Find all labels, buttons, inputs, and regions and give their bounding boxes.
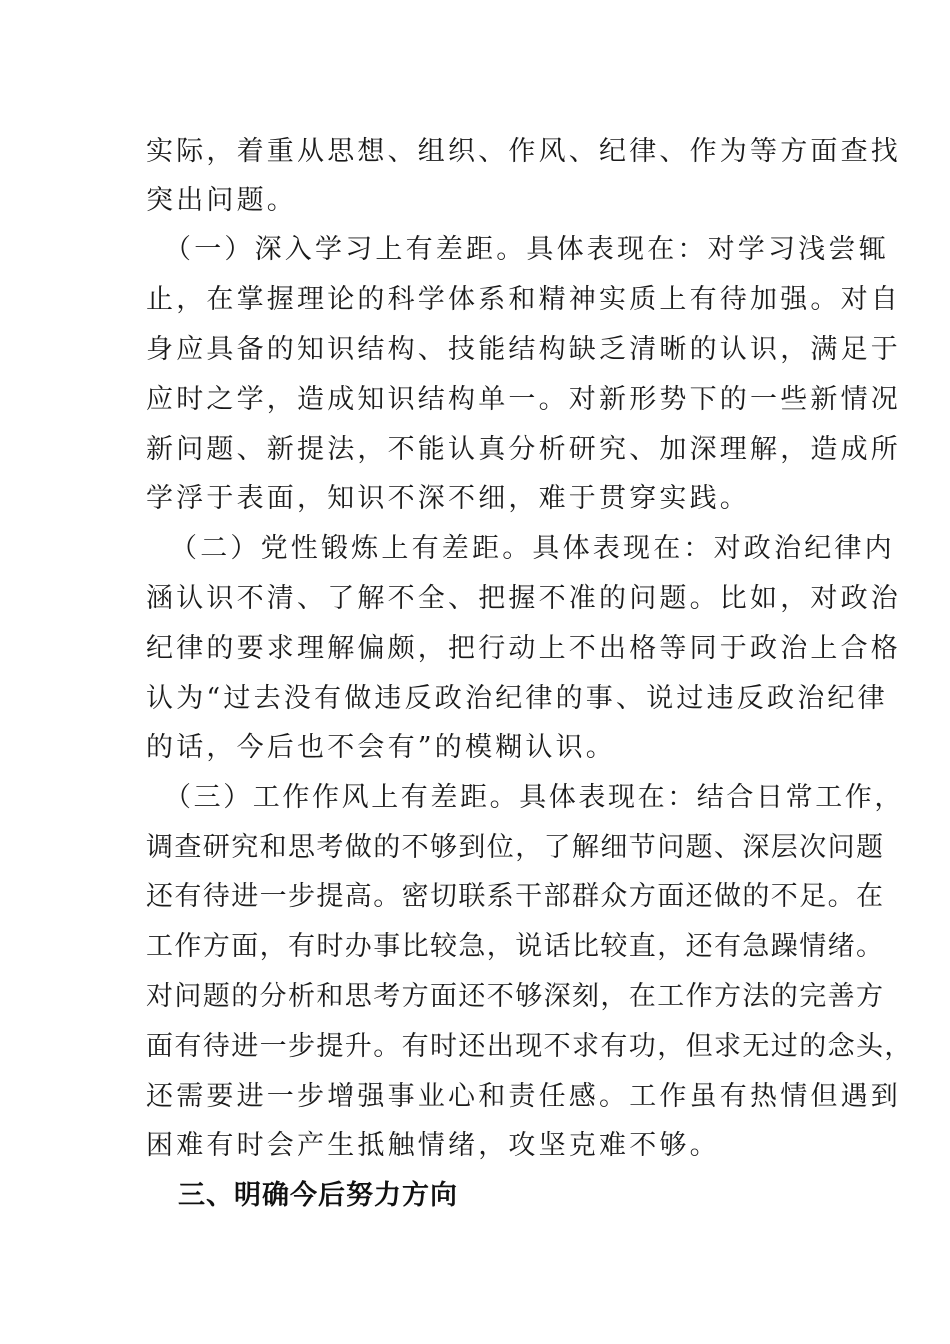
text-line: 新问题、新提法，不能认真分析研究、加深理解，造成所 bbox=[146, 434, 901, 465]
text-line: 纪律的要求理解偏颇，把行动上不出格等同于政治上合格 bbox=[146, 633, 901, 664]
paragraph-1-start: （一）深入学习上有差距。具体表现在：对学习浅尝辄 bbox=[164, 234, 889, 265]
text-line: 困难有时会产生抵触情绪，攻坚克难不够。 bbox=[146, 1130, 720, 1161]
section-heading: 三、明确今后努力方向 bbox=[178, 1180, 458, 1211]
text-line: 应时之学，造成知识结构单一。对新形势下的一些新情况 bbox=[146, 384, 901, 415]
paragraph-2-start: （二）党性锻炼上有差距。具体表现在：对政治纪律内 bbox=[170, 533, 895, 564]
text-line: 身应具备的知识结构、技能结构缺乏清晰的认识，满足于 bbox=[146, 334, 901, 365]
paragraph-3-start: （三）工作作风上有差距。具体表现在：结合日常工作， bbox=[164, 782, 904, 813]
text-line: 突出问题。 bbox=[146, 185, 297, 216]
text-line: 止，在掌握理论的科学体系和精神实质上有待加强。对自 bbox=[146, 284, 901, 315]
text-line: 学浮于表面，知识不深不细，难于贯穿实践。 bbox=[146, 483, 750, 514]
text-line: 认为“过去没有做违反政治纪律的事、说过违反政治纪律 bbox=[146, 683, 888, 714]
text-line: 实际，着重从思想、组织、作风、纪律、作为等方面查找 bbox=[146, 136, 901, 167]
text-line: 面有待进一步提升。有时还出现不求有功，但求无过的念头， bbox=[146, 1031, 913, 1062]
text-line: 调查研究和思考做的不够到位，了解细节问题、深层次问题 bbox=[146, 832, 885, 863]
text-line: 的话，今后也不会有”的模糊认识。 bbox=[146, 732, 617, 763]
text-line: 工作方面，有时办事比较急，说话比较直，还有急躁情绪。 bbox=[146, 931, 885, 962]
text-line: 还有待进一步提高。密切联系干部群众方面还做的不足。在 bbox=[146, 881, 885, 912]
text-line: 还需要进一步增强事业心和责任感。工作虽有热情但遇到 bbox=[146, 1081, 901, 1112]
text-line: 涵认识不清、了解不全、把握不准的问题。比如，对政治 bbox=[146, 583, 901, 614]
text-line: 对问题的分析和思考方面还不够深刻，在工作方法的完善方 bbox=[146, 981, 885, 1012]
